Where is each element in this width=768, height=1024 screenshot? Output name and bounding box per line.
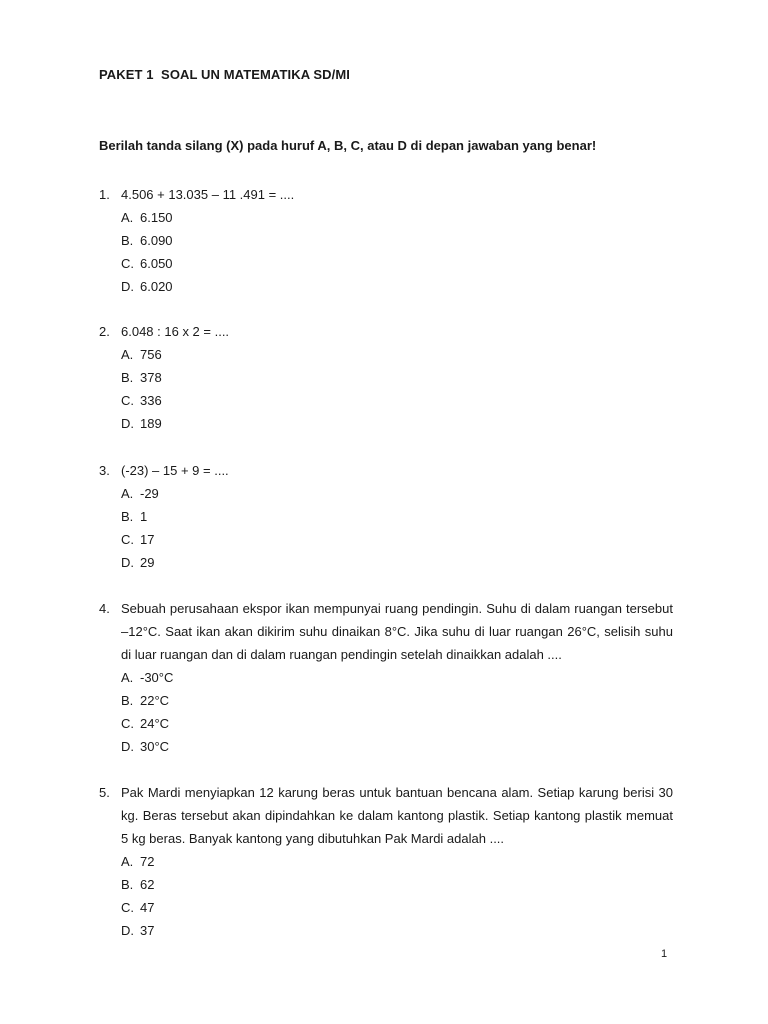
answer-option[interactable]: [121, 206, 321, 229]
answer-options: [121, 666, 321, 758]
option-letter: C.: [121, 900, 134, 915]
instruction-text: Berilah tanda silang (X) pada huruf A, B, C, atau D di depan jawaban yang benar!: [99, 138, 597, 153]
option-letter: A.: [121, 670, 134, 685]
answer-option[interactable]: [121, 919, 321, 942]
option-value: 17: [140, 532, 155, 547]
option-value: 1: [140, 509, 148, 524]
answer-option[interactable]: [121, 551, 321, 574]
document-title: PAKET 1 SOAL UN MATEMATIKA SD/MI: [99, 67, 351, 82]
answer-option[interactable]: [121, 343, 321, 366]
option-value: 37: [140, 923, 155, 938]
option-letter: D.: [121, 555, 134, 570]
answer-options: [121, 206, 321, 298]
option-value: 336: [140, 393, 162, 408]
answer-option[interactable]: [121, 528, 321, 551]
answer-option[interactable]: [121, 873, 321, 896]
answer-options: [121, 343, 321, 435]
answer-option[interactable]: [121, 366, 321, 389]
question-number: 4.: [99, 601, 110, 616]
option-letter: C.: [121, 256, 134, 271]
answer-option[interactable]: [121, 252, 321, 275]
question-number: 2.: [99, 324, 110, 339]
option-value: -29: [140, 486, 159, 501]
question-number: 1.: [99, 187, 110, 202]
answer-option[interactable]: [121, 229, 321, 252]
question-text: 4.506 + 13.035 – 11 .491 = ....: [121, 187, 295, 202]
option-value: 22°C: [140, 693, 170, 708]
option-value: 6.050: [140, 256, 173, 271]
option-letter: D.: [121, 923, 134, 938]
page-number: 1: [661, 948, 668, 960]
answer-option[interactable]: [121, 666, 321, 689]
answer-option[interactable]: [121, 850, 321, 873]
option-value: 6.020: [140, 279, 173, 294]
answer-option[interactable]: [121, 712, 321, 735]
option-value: 47: [140, 900, 155, 915]
option-value: 62: [140, 877, 155, 892]
answer-options: [121, 850, 321, 942]
answer-option[interactable]: [121, 689, 321, 712]
option-letter: B.: [121, 370, 134, 385]
option-letter: D.: [121, 279, 134, 294]
option-value: 24°C: [140, 716, 170, 731]
option-letter: B.: [121, 233, 134, 248]
answer-option[interactable]: [121, 735, 321, 758]
answer-option[interactable]: [121, 482, 321, 505]
answer-options: [121, 482, 321, 574]
question-text: 6.048 : 16 x 2 = ....: [121, 324, 230, 339]
option-letter: C.: [121, 716, 134, 731]
question-number: 5.: [99, 785, 110, 800]
answer-option[interactable]: [121, 275, 321, 298]
option-value: 29: [140, 555, 155, 570]
answer-option[interactable]: [121, 412, 321, 435]
option-value: 6.150: [140, 210, 173, 225]
option-value: 189: [140, 416, 162, 431]
option-letter: A.: [121, 486, 134, 501]
option-letter: A.: [121, 854, 134, 869]
option-letter: D.: [121, 739, 134, 754]
answer-option[interactable]: [121, 896, 321, 919]
option-value: 72: [140, 854, 155, 869]
question-text: (-23) – 15 + 9 = ....: [121, 463, 229, 478]
option-letter: C.: [121, 393, 134, 408]
option-letter: B.: [121, 693, 134, 708]
option-value: 756: [140, 347, 162, 362]
option-value: -30°C: [140, 670, 174, 685]
option-letter: B.: [121, 877, 134, 892]
option-value: 30°C: [140, 739, 170, 754]
question-text: Pak Mardi menyiapkan 12 karung beras untuk bantuan bencana alam. Setiap karung berisi 30 kg. Beras tersebut akan dipindahkan ke dalam kantong plastik. Setiap kantong plastik memuat 5 kg beras. Banyak kantong yang dibutuhkan Pak Mardi adalah ....: [121, 785, 673, 846]
option-letter: C.: [121, 532, 134, 547]
answer-option[interactable]: [121, 505, 321, 528]
answer-option[interactable]: [121, 389, 321, 412]
option-letter: B.: [121, 509, 134, 524]
option-letter: A.: [121, 210, 134, 225]
question-number: 3.: [99, 463, 110, 478]
question-text: Sebuah perusahaan ekspor ikan mempunyai ruang pendingin. Suhu di dalam ruangan tersebut –12°C. Saat ikan akan dikirim suhu dinaikan 8°C. Jika suhu di luar ruangan 26°C, selisih suhu di luar ruangan dan di dalam ruangan pendingin setelah dinaikkan adalah ....: [121, 601, 673, 662]
option-letter: A.: [121, 347, 134, 362]
option-value: 6.090: [140, 233, 173, 248]
option-letter: D.: [121, 416, 134, 431]
option-value: 378: [140, 370, 162, 385]
